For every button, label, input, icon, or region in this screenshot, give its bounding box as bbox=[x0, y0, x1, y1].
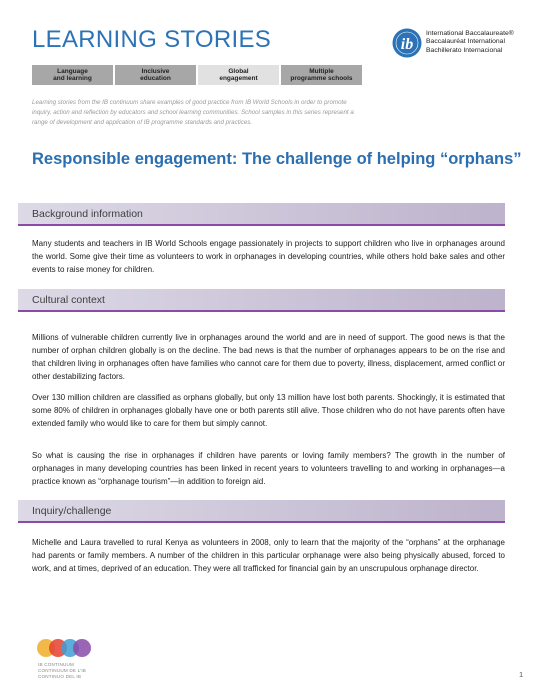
section-header-inquiry-challenge bbox=[18, 500, 505, 523]
paragraph: Over 130 million children are classified as orphans globally, but only 13 million have lost both parents. Shockingly, it is estimated that some 80% of children in orphanages globally have one or both parents still alive. Those children who do not have parents often have extended family who would like to care for them but simply cannot. bbox=[32, 393, 505, 428]
tab-label-line2: education bbox=[140, 75, 171, 82]
tab-multiple-programme-schools[interactable] bbox=[281, 65, 362, 85]
tab-global-engagement[interactable] bbox=[198, 65, 279, 85]
tab-label-line1: Language bbox=[57, 67, 88, 75]
continuum-name-es: CONTINUO DEL IB bbox=[38, 674, 82, 679]
tab-language-and-learning[interactable] bbox=[32, 65, 113, 85]
tab-inclusive-education[interactable] bbox=[115, 65, 196, 85]
section-heading: Inquiry/challenge bbox=[32, 505, 112, 517]
paragraph: Millions of vulnerable children currently live in orphanages around the world and are in need of support. The good news is that the number of orphan children globally is on the decline. The bad news is that the number of orphanages appears to be on the rise and that children living in orphanages often have families who cannot care for them due to poverty, illness, displacement, armed conflict or other destabilizing factors. bbox=[32, 333, 505, 381]
ib-organization-names bbox=[426, 30, 514, 55]
ib-name-fr: Baccalauréat International bbox=[426, 38, 505, 46]
tab-label-line1: Inclusive bbox=[141, 67, 170, 75]
paragraph: Michelle and Laura travelled to rural Kenya as volunteers in 2008, only to learn that the majority of the “orphans” at the orphanage had parents or family members. A number of the children in this particular orphanage were also being physically abused, forced to work, and at times, deprived of an education. They were all trafficked for financial gain by an unscrupulous orphanage director. bbox=[32, 538, 505, 573]
ib-name-es: Bachillerato Internacional bbox=[426, 46, 503, 54]
ib-logo-icon bbox=[392, 28, 422, 58]
section-heading: Background information bbox=[32, 208, 143, 220]
tab-label-line1: Global bbox=[228, 67, 249, 75]
series-title: LEARNING STORIES bbox=[32, 26, 272, 53]
section-heading: Cultural context bbox=[32, 294, 105, 306]
tab-label-line1: Multiple bbox=[309, 67, 334, 75]
series-intro: Learning stories from the IB continuum share examples of good practice from IB World Schools in order to promote inquiry, action and reflection by educators and school learning communities. School samples in this series represent a range of development and application of IB programme standards and practices. bbox=[32, 99, 354, 126]
paragraph: Many students and teachers in IB World Schools engage passionately in projects to support children who live in orphanages around the world. Some give their time as volunteers to work in orphanages in developing countries, while others hold bake sales and other events to raise money for children. bbox=[32, 239, 505, 274]
section-header-cultural-context bbox=[18, 289, 505, 312]
svg-text:ib: ib bbox=[400, 36, 414, 53]
tab-label-line2: engagement bbox=[219, 75, 258, 82]
document-title: Responsible engagement: The challenge of helping “orphans” bbox=[32, 150, 522, 168]
tab-label-line2: and learning bbox=[53, 75, 92, 82]
ib-continuum-logo-icon bbox=[36, 637, 96, 659]
tab-label-line2: programme schools bbox=[290, 75, 353, 82]
continuum-name-en: IB CONTINUUM bbox=[38, 662, 75, 667]
continuum-names bbox=[38, 662, 86, 680]
section-header-background bbox=[18, 203, 505, 226]
continuum-name-fr: CONTINUUM DE L’IB bbox=[38, 668, 87, 673]
category-tabs bbox=[32, 65, 362, 85]
page-number: 1 bbox=[519, 670, 524, 679]
paragraph: So what is causing the rise in orphanages if children have parents or loving family members? The growth in the number of orphanages in many developing countries has been linked in recent years to volunteers travelling to and working in orphanages—a practice known as “orphanage tourism”—in addition to foreign aid. bbox=[32, 451, 505, 486]
ib-name-en: International Baccalaureate® bbox=[426, 30, 514, 37]
